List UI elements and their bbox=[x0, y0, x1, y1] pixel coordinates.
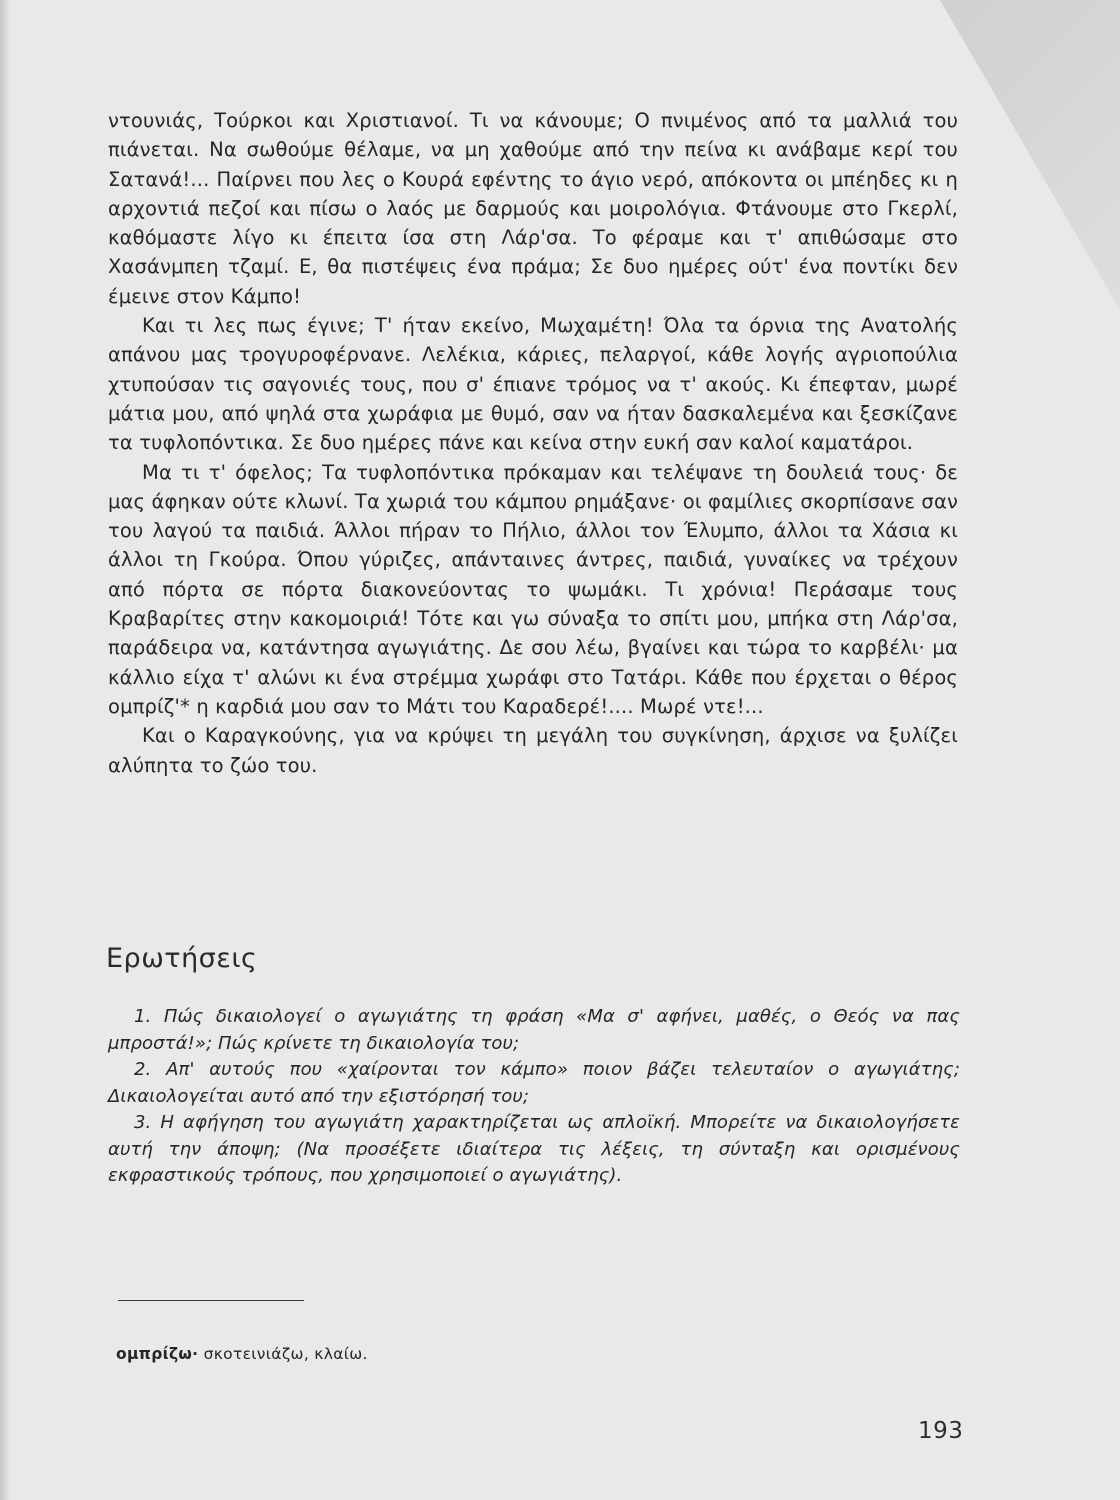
story-text bbox=[108, 106, 958, 780]
paragraph-4: Και ο Καραγκούνης, για να κρύψει τη μεγάλη του συγκίνηση, άρχισε να ξυλίζει αλύπητα το ζώο του. bbox=[108, 724, 958, 777]
page-number: 193 bbox=[918, 1418, 964, 1444]
paragraph-2: Και τι λες πως έγινε; Τ' ήταν εκείνο, Μωχαμέτη! Όλα τα όρνια της Ανατολής απάνου μας τρογυροφέρνανε. Λελέκια, κάριες, πελαργοί, κάθε λογής αγριοπούλια χτυπούσαν τις σαγονιές τους, που σ' έπιανε τρόμος να τ' ακούς. Κι έπεφταν, μωρέ μάτια μου, από ψηλά στα χωράφια με θυμό, σαν να ήταν δασκαλεμένα και ξεσκίζανε τα τυφλοπόντικα. Σε δυο ημέρες πάνε και κείνα στην ευκή σαν καλοί καματάροι. bbox=[108, 314, 958, 455]
folded-corner bbox=[940, 0, 1120, 310]
question-2: 2. Απ' αυτούς που «χαίρονται τον κάμπο» ποιον βάζει τελευταίον ο αγωγιάτης; Δικαιολογείται αυτό από την εξιστόρησή του; bbox=[108, 1059, 960, 1107]
page-binding-shadow bbox=[0, 0, 10, 1500]
question-1: 1. Πώς δικαιολογεί ο αγωγιάτης τη φράση «Μα σ' αφήνει, μαθές, ο Θεός να πας μπροστά!»; Πώς κρίνετε τη δικαιολογία του; bbox=[108, 1006, 960, 1054]
questions-heading: Ερωτήσεις bbox=[106, 943, 258, 974]
footnote bbox=[116, 1345, 368, 1363]
footnote-term: ομπρίζω· bbox=[116, 1345, 199, 1363]
question-3: 3. Η αφήγηση του αγωγιάτη χαρακτηρίζεται ως απλοϊκή. Μπορείτε να δικαιολογήσετε αυτή την άποψη; (Να προσέξετε ιδιαίτερα τις λέξεις, τη σύνταξη και ορισμένους εκφραστικούς τρόπους, που χρησιμοποιεί ο αγωγιάτης). bbox=[108, 1112, 960, 1186]
paragraph-3: Μα τι τ' όφελος; Τα τυφλοπόντικα πρόκαμαν και τελέψανε τη δουλειά τους· δε μας άφηκαν ούτε κλωνί. Τα χωριά του κάμπου ρημάξανε· οι φαμίλιες σκορπίσανε σαν του λαγού τα παιδιά. Άλλοι πήραν το Πήλιο, άλλοι τον Έλυμπο, άλλοι τα Χάσια κι άλλοι τη Γκούρα. Όπου γύριζες, απάνταινες άντρες, παιδιά, γυναίκες να τρέχουν από πόρτα σε πόρτα διακονεύοντας το ψωμάκι. Τι χρόνια! Περάσαμε τους Κραβαρίτες στην κακομοιριά! Τότε και γω σύναξα το σπίτι μου, μπήκα στη Λάρ'σα, παράδειρα να, κατάντησα αγωγιάτης. Δε σου λέω, βγαίνει και τώρα το καρβέλι· μα κάλλιο είχα τ' αλώνι κι ένα στρέμμα χωράφι στο Τατάρι. Κάθε που έρχεται ο θέρος ομπρίζ'* η καρδιά μου σαν το Μάτι του Καραδερέ!.... Μωρέ ντε!... bbox=[108, 460, 958, 718]
footnote-definition: σκοτεινιάζω, κλαίω. bbox=[203, 1345, 368, 1363]
footnote-divider bbox=[118, 1300, 304, 1301]
paragraph-1: ντουνιάς, Τούρκοι και Χριστιανοί. Τι να κάνουμε; Ο πνιμένος από τα μαλλιά του πιάνεται. Να σωθούμε θέλαμε, να μη χαθούμε από την πείνα κι ανάβαμε κερί του Σατανά!... Παίρνει που λες ο Κουρά εφέντης το άγιο νερό, απόκοντα οι μπέηδες κι η αρχοντιά πεζοί και πίσω ο λαός με δαρμούς και μοιρολόγια. Φτάνουμε στο Γκερλί, καθόμαστε λίγο κι έπειτα ίσα στη Λάρ'σα. Το φέραμε και τ' απιθώσαμε στο Χασάνμπεη τζαμί. Ε, θα πιστέψεις ένα πράμα; Σε δυο ημέρες ούτ' ένα ποντίκι δεν έμεινε στον Κάμπο! bbox=[108, 109, 958, 308]
questions-list bbox=[108, 1004, 960, 1190]
